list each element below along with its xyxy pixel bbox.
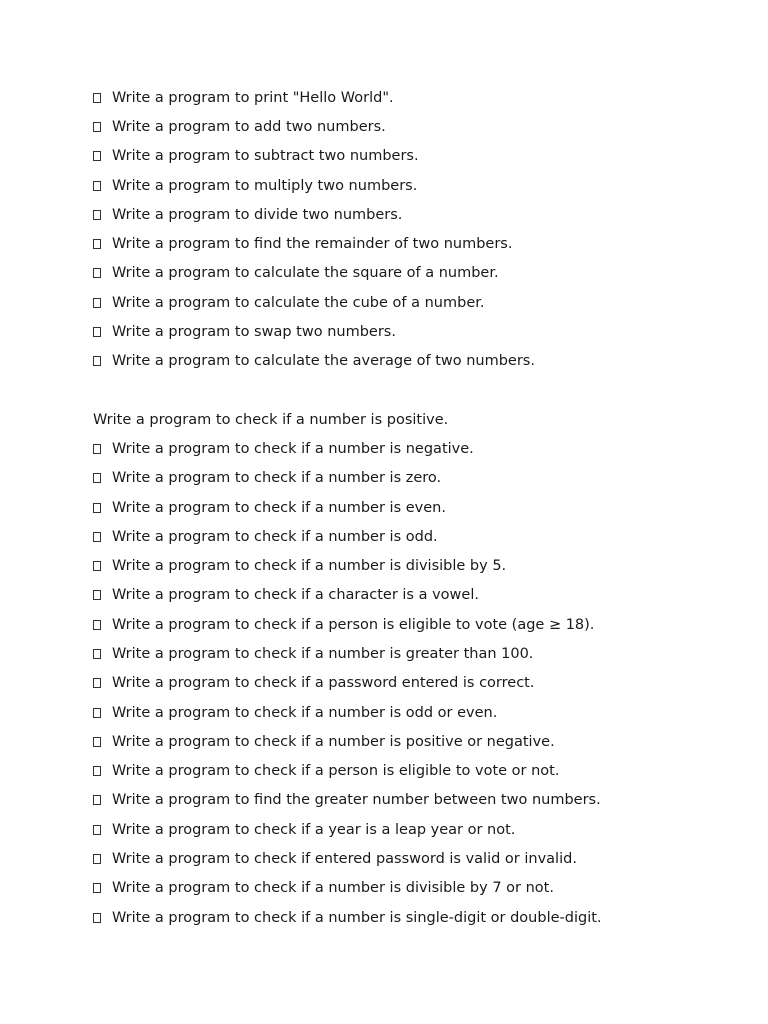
list-item	[93, 581, 728, 610]
list-item-text: Write a program to swap two numbers.	[112, 324, 396, 341]
list-item	[93, 464, 728, 493]
bullet-box-icon	[93, 210, 101, 220]
bullet-box-icon	[93, 795, 101, 805]
list-item	[93, 288, 728, 317]
list-item-text: Write a program to print "Hello World".	[112, 89, 394, 106]
list-item	[93, 522, 728, 551]
bullet-box-icon	[93, 268, 101, 278]
bullet-box-icon	[93, 503, 101, 513]
list-item	[93, 493, 728, 522]
list-item-text: Write a program to calculate the square of a number.	[112, 265, 499, 282]
list-item	[93, 200, 728, 229]
list-item	[93, 112, 728, 141]
list-item	[93, 229, 728, 258]
bullet-box-icon	[93, 766, 101, 776]
list-item-text: Write a program to check if a password entered is correct.	[112, 675, 535, 692]
bullet-box-icon	[93, 620, 101, 630]
list-item	[93, 698, 728, 727]
list-item	[93, 639, 728, 668]
list-item-text: Write a program to check if a number is even.	[112, 499, 446, 516]
bullet-box-icon	[93, 122, 101, 132]
bullet-box-icon	[93, 239, 101, 249]
list-item	[93, 757, 728, 786]
list-item	[93, 874, 728, 903]
exercise-list-basic	[93, 83, 728, 376]
list-item	[93, 347, 728, 376]
list-item	[93, 171, 728, 200]
bullet-box-icon	[93, 913, 101, 923]
bullet-box-icon	[93, 883, 101, 893]
bullet-box-icon	[93, 737, 101, 747]
list-item-text: Write a program to find the greater number between two numbers.	[112, 792, 601, 809]
list-item	[93, 610, 728, 639]
list-item-text: Write a program to check if a number is odd or even.	[112, 704, 498, 721]
list-item	[93, 434, 728, 463]
section-spacer	[93, 376, 728, 405]
list-item-text: Write a program to check if a year is a leap year or not.	[112, 821, 516, 838]
list-item	[93, 551, 728, 580]
bullet-box-icon	[93, 93, 101, 103]
list-item	[93, 903, 728, 932]
list-item	[93, 844, 728, 873]
plain-text-line: Write a program to check if a number is positive.	[93, 411, 449, 428]
bullet-box-icon	[93, 854, 101, 864]
bullet-box-icon	[93, 298, 101, 308]
list-item-text: Write a program to calculate the cube of a number.	[112, 294, 485, 311]
list-item	[93, 727, 728, 756]
bullet-box-icon	[93, 708, 101, 718]
list-item	[93, 142, 728, 171]
list-item-text: Write a program to check if a person is eligible to vote or not.	[112, 763, 560, 780]
list-item-text: Write a program to find the remainder of two numbers.	[112, 236, 513, 253]
bullet-box-icon	[93, 825, 101, 835]
list-item	[93, 669, 728, 698]
exercise-list-conditions	[93, 434, 728, 932]
list-item-text: Write a program to check if a number is odd.	[112, 528, 438, 545]
list-item-text: Write a program to check if a person is eligible to vote (age ≥ 18).	[112, 616, 595, 633]
list-item-text: Write a program to calculate the average of two numbers.	[112, 353, 535, 370]
list-item-text: Write a program to add two numbers.	[112, 118, 386, 135]
list-item-text: Write a program to check if a number is divisible by 5.	[112, 558, 507, 575]
bullet-box-icon	[93, 649, 101, 659]
list-item-text: Write a program to check if a number is single-digit or double-digit.	[112, 909, 602, 926]
list-item-text: Write a program to divide two numbers.	[112, 206, 403, 223]
list-item-text: Write a program to check if a number is greater than 100.	[112, 645, 534, 662]
list-item-text: Write a program to subtract two numbers.	[112, 148, 419, 165]
bullet-box-icon	[93, 590, 101, 600]
list-item-text: Write a program to check if a number is positive or negative.	[112, 733, 555, 750]
bullet-box-icon	[93, 327, 101, 337]
list-item-text: Write a program to check if a number is zero.	[112, 470, 442, 487]
list-item	[93, 317, 728, 346]
bullet-box-icon	[93, 473, 101, 483]
bullet-box-icon	[93, 151, 101, 161]
list-item	[93, 259, 728, 288]
bullet-box-icon	[93, 444, 101, 454]
bullet-box-icon	[93, 181, 101, 191]
list-item-text: Write a program to check if a character is a vowel.	[112, 587, 479, 604]
bullet-box-icon	[93, 678, 101, 688]
bullet-box-icon	[93, 561, 101, 571]
list-item-text: Write a program to multiply two numbers.	[112, 177, 418, 194]
list-item-text: Write a program to check if a number is divisible by 7 or not.	[112, 880, 554, 897]
list-item	[93, 786, 728, 815]
list-item-text: Write a program to check if entered password is valid or invalid.	[112, 851, 577, 868]
list-item-text: Write a program to check if a number is negative.	[112, 440, 474, 457]
list-item	[93, 83, 728, 112]
list-item	[93, 815, 728, 844]
bullet-box-icon	[93, 532, 101, 542]
bullet-box-icon	[93, 356, 101, 366]
